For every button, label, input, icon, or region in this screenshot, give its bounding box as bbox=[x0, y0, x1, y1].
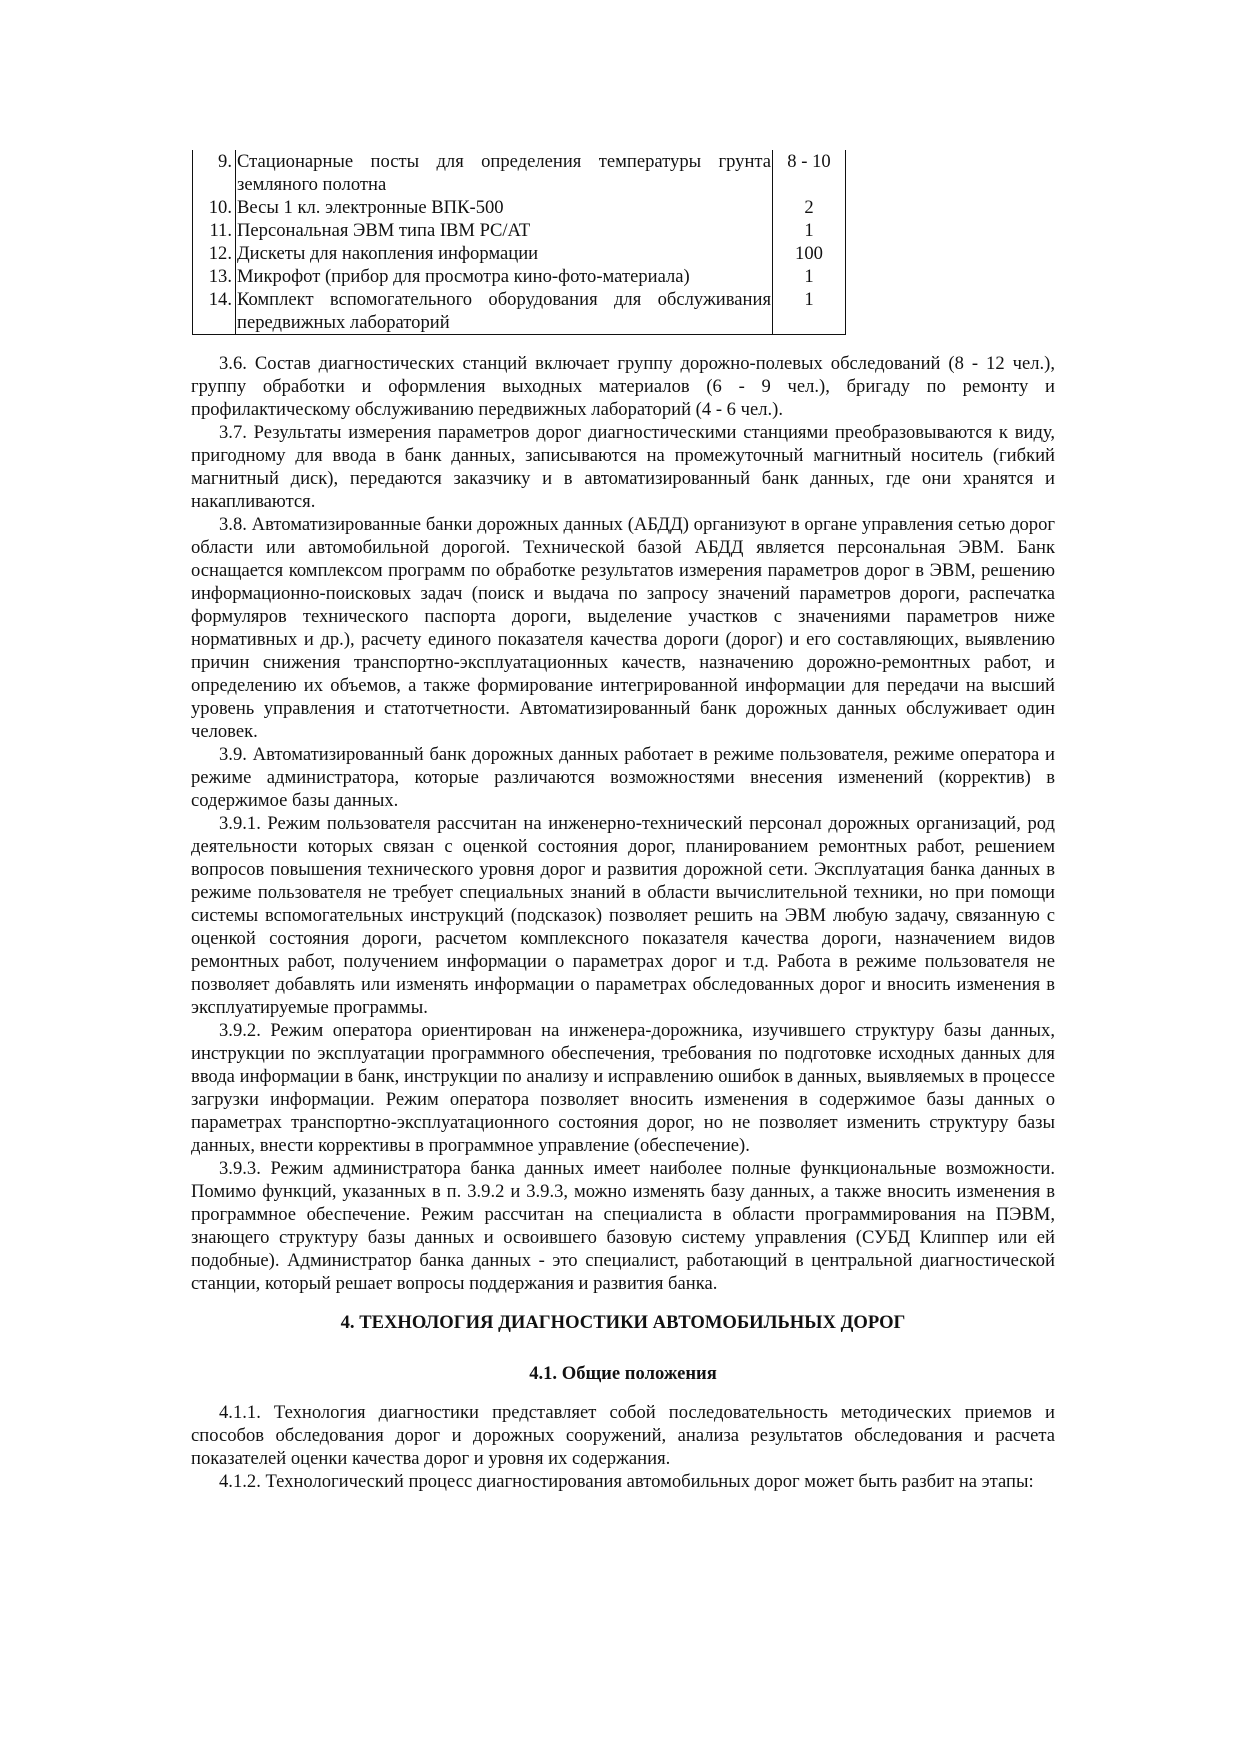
row-quantity: 1 bbox=[773, 265, 846, 288]
paragraph-3-9-1: 3.9.1. Режим пользователя рассчитан на инженерно-технический персонал дорожных организаций, род деятельности которых связан с оценкой состояния дорог, планированием ремонтных работ, решением вопросов повышения технического уровня дорог и развития дорожной сети. Эксплуатация банка данных в режиме пользователя не требует специальных знаний в области вычислительной техники, но при помощи системы вспомогательных инструкций (подсказок) позволяет решить на ЭВМ любую задачу, связанную с оценкой состояния дороги, расчетом комплексного показателя качества дороги, назначением видов ремонтных работ, получением информации о параметрах дорог и т.д. Работа в режиме пользователя не позволяет добавлять или изменять информации о параметрах обследованных дорог и вносить изменения в эксплуатируемые программы. bbox=[191, 813, 1055, 1018]
row-number: 10. bbox=[193, 196, 236, 219]
row-quantity: 1 bbox=[773, 288, 846, 335]
row-name: Микрофот (прибор для просмотра кино-фото-материала) bbox=[236, 265, 773, 288]
paragraph-4-1-2: 4.1.2. Технологический процесс диагностирования автомобильных дорог может быть разбит на этапы: bbox=[219, 1471, 1034, 1492]
row-name: Комплект вспомогательного оборудования для обслуживания передвижных лабораторий bbox=[237, 289, 771, 333]
table-row bbox=[193, 196, 846, 219]
row-name: Дискеты для накопления информации bbox=[236, 242, 773, 265]
row-name: Стационарные посты для определения температуры грунта земляного полотна bbox=[237, 151, 771, 195]
table-row bbox=[193, 242, 846, 265]
equipment-table bbox=[192, 150, 846, 335]
row-quantity: 2 bbox=[773, 196, 846, 219]
row-quantity: 100 bbox=[773, 242, 846, 265]
paragraph-3-8: 3.8. Автоматизированные банки дорожных данных (АБДД) организуют в органе управления сетью дорог области или автомобильной дорогой. Технической базой АБДД является персональная ЭВМ. Банк оснащается комплексом программ по обработке результатов измерения параметров дорог в ЭВМ, решению информационно-поисковых задач (поиск и выдача по запросу значений параметров дороги, распечатка формуляров технического паспорта дороги, выделение участков с значениями параметров ниже нормативных и др.), расчету единого показателя качества дороги (дорог) и его составляющих, выявлению причин снижения транспортно-эксплуатационных качеств, назначению дорожно-ремонтных работ, и определению их объемов, а также формирование интегрированной информации для передачи на высший уровень управления и статотчетности. Автоматизированный банк дорожных данных обслуживает один человек. bbox=[191, 514, 1055, 742]
paragraph-3-9-3: 3.9.3. Режим администратора банка данных имеет наиболее полные функциональные возможности. Помимо функций, указанных в п. 3.9.2 и 3.9.3, можно изменять базу данных, а также вносить изменения в программное обеспечение. Режим рассчитан на специалиста в области программирования на ПЭВМ, знающего структуру базы данных и освоившего базовую систему управления (СУБД Клиппер или ей подобные). Администратор банка данных - это специалист, работающий в центральной диагностической станции, который решает вопросы поддержания и развития банка. bbox=[191, 1158, 1055, 1294]
row-number: 14. bbox=[193, 288, 236, 335]
row-name: Весы 1 кл. электронные ВПК-500 bbox=[236, 196, 773, 219]
row-name: Персональная ЭВМ типа IBM PC/AT bbox=[236, 219, 773, 242]
row-number: 12. bbox=[193, 242, 236, 265]
section-title: 4. ТЕХНОЛОГИЯ ДИАГНОСТИКИ АВТОМОБИЛЬНЫХ ДОРОГ bbox=[340, 1312, 906, 1333]
row-number: 13. bbox=[193, 265, 236, 288]
table-row bbox=[193, 150, 846, 196]
body-text bbox=[191, 352, 1055, 1493]
paragraph-3-9-2: 3.9.2. Режим оператора ориентирован на инженера-дорожника, изучившего структуру базы данных, инструкции по эксплуатации программного обеспечения, требования по подготовке исходных данных для ввода информации в банк, инструкции по анализу и исправлению ошибок в данных, выявляемых в процессе загрузки информации. Режим оператора позволяет вносить изменения в содержимое базы данных о параметрах транспортно-эксплуатационного состояния дорог, но не позволяет изменить структуру базы данных, внести коррективы в программное управление (обеспечение). bbox=[191, 1020, 1055, 1156]
row-quantity: 1 bbox=[773, 219, 846, 242]
paragraph-3-9: 3.9. Автоматизированный банк дорожных данных работает в режиме пользователя, режиме оператора и режиме администратора, которые различаются возможностями внесения изменений (корректив) в содержимое базы данных. bbox=[191, 744, 1055, 811]
table-row bbox=[193, 219, 846, 242]
paragraph-3-7: 3.7. Результаты измерения параметров дорог диагностическими станциями преобразовываются к виду, пригодному для ввода в банк данных, записываются на промежуточный магнитный носитель (гибкий магнитный диск), передаются заказчику и в автоматизированный банк данных, где они хранятся и накапливаются. bbox=[191, 422, 1055, 512]
table-row bbox=[193, 288, 846, 335]
paragraph-3-6: 3.6. Состав диагностических станций включает группу дорожно-полевых обследований (8 - 12 чел.), группу обработки и оформления выходных материалов (6 - 9 чел.), бригаду по ремонту и профилактическому обслуживанию передвижных лабораторий (4 - 6 чел.). bbox=[191, 353, 1055, 420]
row-number: 9. bbox=[193, 150, 236, 196]
row-quantity: 8 - 10 bbox=[773, 150, 846, 196]
paragraph-4-1-1: 4.1.1. Технология диагностики представляет собой последовательность методических приемов и способов обследования дорог и дорожных сооружений, анализа результатов обследования и расчета показателей оценки качества дорог и уровня их содержания. bbox=[191, 1402, 1055, 1469]
row-number: 11. bbox=[193, 219, 236, 242]
subsection-title: 4.1. Общие положения bbox=[529, 1363, 717, 1384]
table-row bbox=[193, 265, 846, 288]
